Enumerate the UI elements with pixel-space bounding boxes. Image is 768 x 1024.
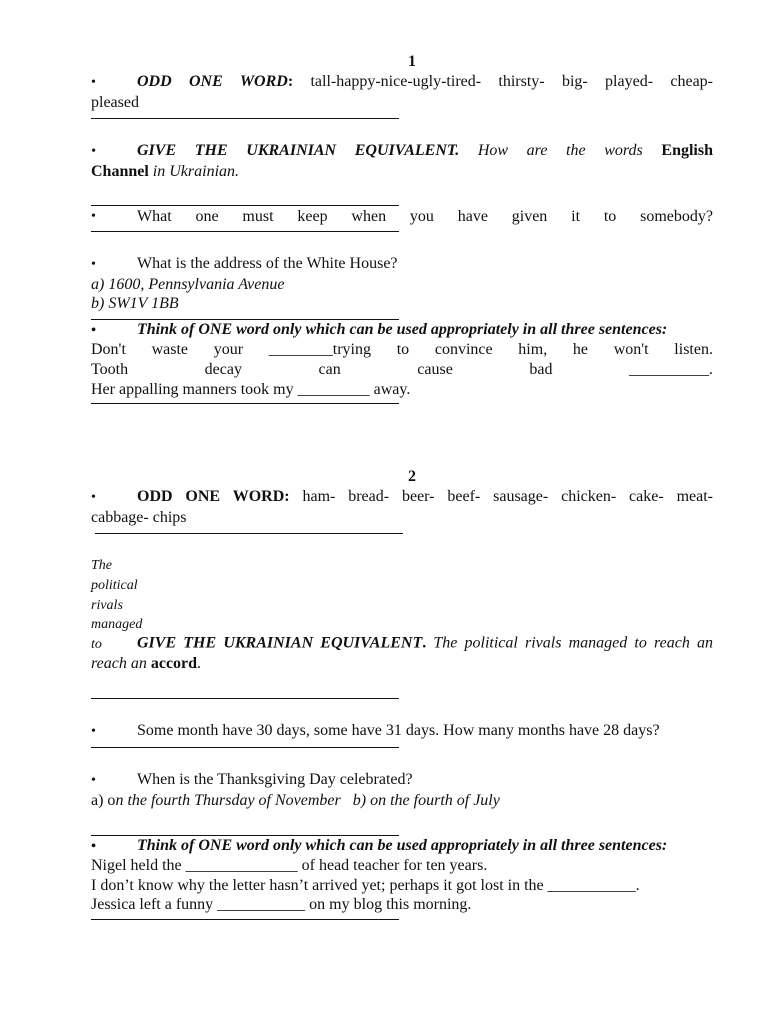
question-odd-one-word <box>91 487 713 527</box>
question-odd-one-word: • ODD ONE WORD: tall-happy-nice-ugly-tired- thirsty- big- played- cheap- pleased <box>91 73 713 111</box>
question-white-house <box>91 254 713 314</box>
sentence-3: Her appalling manners took my _________ away. <box>91 380 411 398</box>
question-word: have <box>457 208 488 226</box>
question-word: one <box>195 208 219 226</box>
question-text-continued: Channel in Ukrainian. <box>91 162 240 180</box>
question-word: to <box>603 208 617 226</box>
question-ukrainian-equivalent: • GIVE THE UKRAINIAN EQUIVALENT. How are the words English Channel in Ukrainian. <box>91 142 713 180</box>
question-word: you <box>409 208 434 226</box>
question-one-word <box>91 320 713 399</box>
sentence-2: I don’t know why the letter hasn’t arrived yet; perhaps it got lost in the ___________. <box>91 876 640 894</box>
answer-line <box>91 919 399 920</box>
question-word: it <box>571 208 581 226</box>
bullet-icon: • <box>91 838 96 854</box>
bullet-icon: • <box>91 723 96 739</box>
bullet-icon: • <box>91 209 96 225</box>
question-text-continued: pleased <box>91 93 139 111</box>
bullet-icon: • <box>91 490 96 506</box>
bullet-icon: • <box>91 322 96 338</box>
section-number: 2 <box>408 468 416 486</box>
question-text-continued: cabbage- chips <box>91 508 187 526</box>
question-text: What is the address of the White House? <box>137 254 398 272</box>
question-label: ODD ONE WORD: <box>137 488 290 506</box>
answer-line <box>91 403 399 404</box>
question-text: When is the Thanksgiving Day celebrated? <box>137 771 413 789</box>
question-instruction: Think of ONE word only which can be used appropriately in all three sentences: <box>137 836 668 854</box>
option-a: n the fourth Thursday of November <box>115 792 341 810</box>
option-b: b) on the fourth of July <box>352 792 500 810</box>
answer-line <box>91 118 399 119</box>
bullet-icon: • <box>91 75 96 90</box>
question-instruction: Think of ONE word only which can be used appropriately in all three sentences: <box>137 320 668 338</box>
worksheet-page <box>91 52 713 920</box>
section-number: 1 <box>408 53 416 70</box>
sentence-2: Tooth decay can cause bad __________. <box>91 360 713 378</box>
question-word: when <box>351 208 387 226</box>
question-label: GIVE THE UKRAINIAN EQUIVALENT <box>137 634 423 652</box>
question-word: must <box>242 208 274 226</box>
question-text-continued: reach an accord. <box>91 655 202 673</box>
option-b: b) SW1V 1BB <box>91 295 179 313</box>
key-term: English <box>661 142 713 160</box>
question-one-word <box>91 836 713 915</box>
answer-line <box>91 698 399 699</box>
question-word: keep <box>297 208 328 226</box>
answer-line <box>91 205 399 206</box>
question-text: tall-happy-nice-ugly-tired- thirsty- big- played- cheap- <box>293 73 713 90</box>
option-a-prefix: a) o <box>91 792 116 810</box>
question-word: given <box>511 208 548 226</box>
question-word: What <box>137 208 172 226</box>
answer-line <box>91 231 399 232</box>
question-months <box>91 721 713 742</box>
question-ukrainian-equivalent: The political rivals managed to GIVE THE UKRAINIAN EQUIVALENT. The political rivals managed to reach an reach an accord. <box>91 558 713 673</box>
question-label: GIVE THE UKRAINIAN EQUIVALENT. <box>137 142 460 160</box>
answer-line <box>91 747 399 748</box>
bullet-icon: • <box>91 773 96 789</box>
sentence-1: Nigel held the ______________ of head teacher for ten years. <box>91 857 488 875</box>
sentence-3: Jessica left a funny ___________ on my blog this morning. <box>91 896 472 914</box>
key-term-continued: Channel <box>91 162 149 180</box>
key-term: accord <box>150 655 198 673</box>
question-riddle <box>91 207 713 227</box>
question-label: ODD ONE WORD <box>137 73 288 90</box>
question-text: ham- bread- beer- beef- sausage- chicken- cake- meat- <box>289 488 713 506</box>
bullet-icon: • <box>91 144 96 160</box>
sentence-1: Don't waste your ________trying to convince him, he won't listen. <box>91 341 713 359</box>
question-word: somebody? <box>640 208 713 226</box>
question-text: Some month have 30 days, some have 31 days. How many months have 28 days? <box>137 721 660 739</box>
answer-line <box>95 533 403 534</box>
bullet-icon: The political rivals managed to <box>91 558 143 652</box>
option-a: a) 1600, Pennsylvania Avenue <box>91 275 285 293</box>
question-thanksgiving <box>91 770 713 810</box>
bullet-icon: • <box>91 256 96 272</box>
